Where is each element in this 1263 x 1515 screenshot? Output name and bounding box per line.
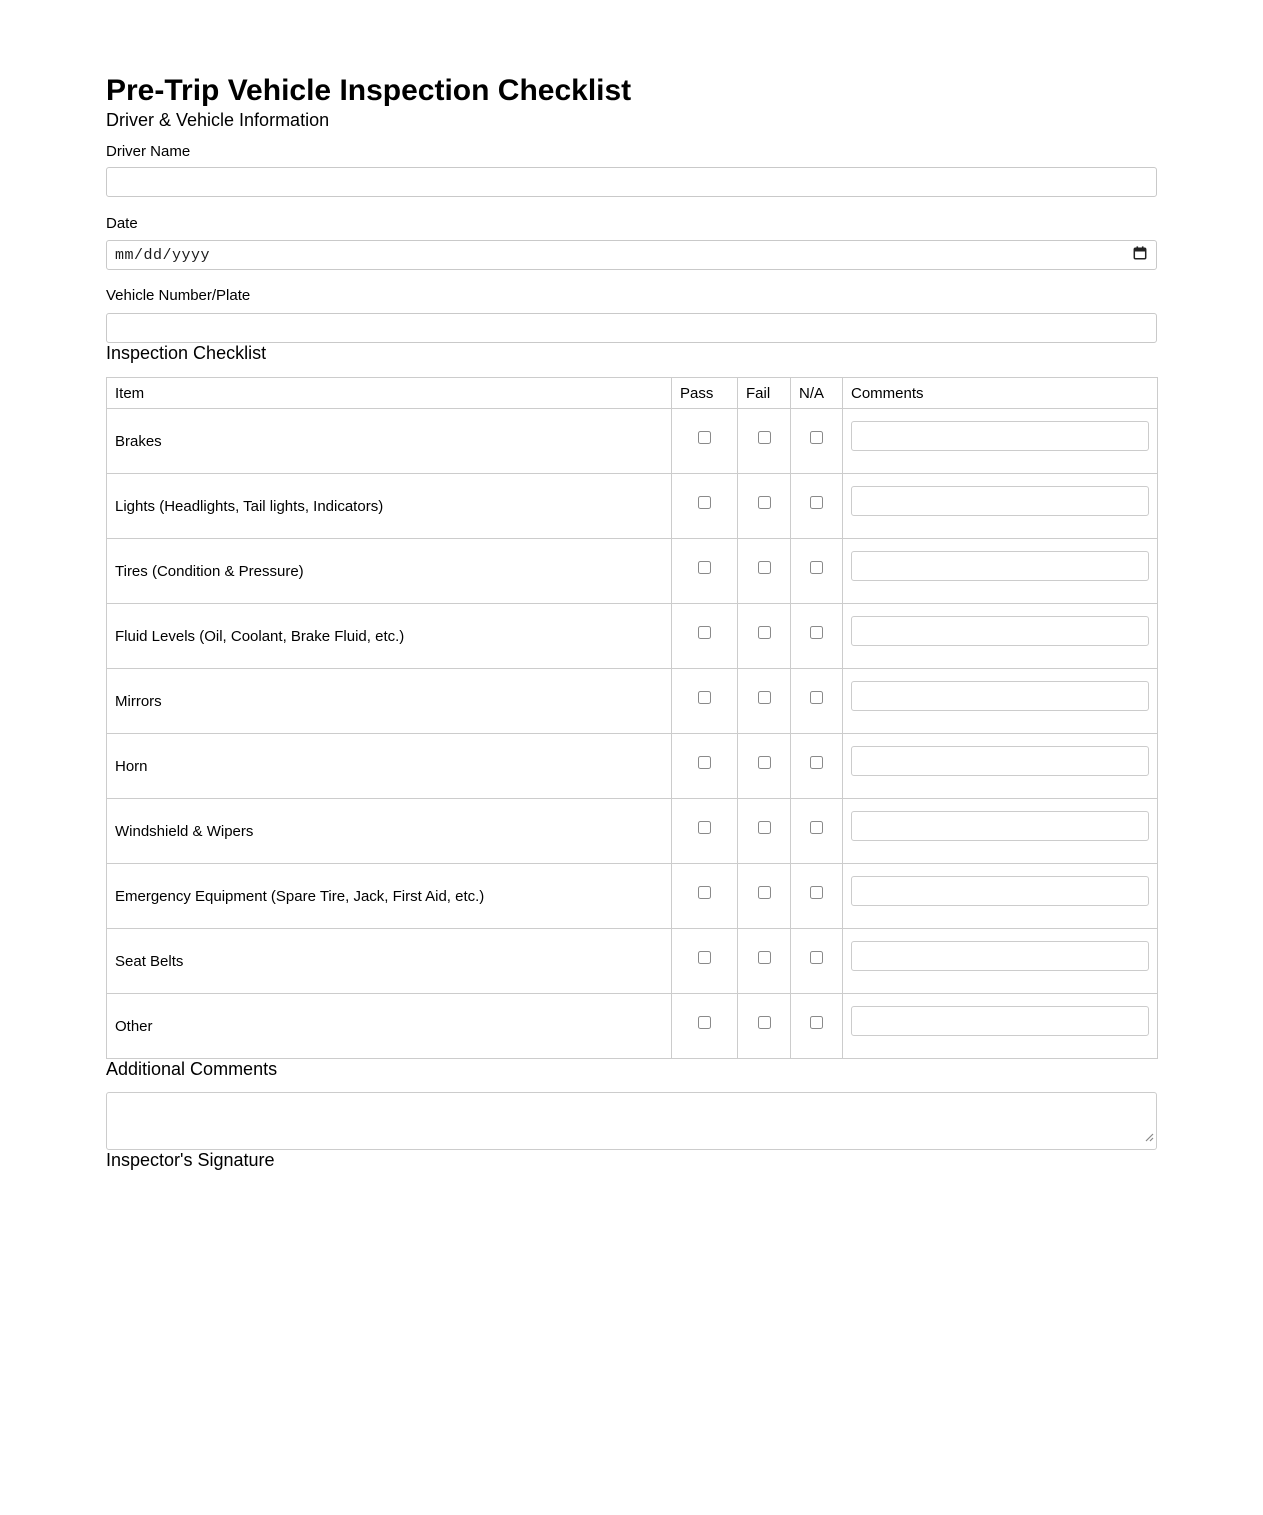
fail-checkbox[interactable] <box>758 496 771 509</box>
fail-checkbox[interactable] <box>758 431 771 444</box>
row-comment-input[interactable] <box>851 746 1149 776</box>
row-comment-input[interactable] <box>851 876 1149 906</box>
row-comment-input[interactable] <box>851 811 1149 841</box>
checklist-table-body <box>107 409 1158 1059</box>
column-header-fail: Fail <box>738 378 791 409</box>
checklist-table-header <box>107 378 1158 409</box>
na-checkbox[interactable] <box>810 821 823 834</box>
row-comment-input[interactable] <box>851 616 1149 646</box>
checklist-item-label: Mirrors <box>107 669 672 734</box>
checklist-item-label: Horn <box>107 734 672 799</box>
driver-name-input[interactable] <box>106 167 1157 197</box>
na-checkbox[interactable] <box>810 691 823 704</box>
additional-comments-textarea[interactable] <box>106 1092 1157 1150</box>
fail-checkbox[interactable] <box>758 756 771 769</box>
column-header-comments: Comments <box>843 378 1158 409</box>
row-comment-input[interactable] <box>851 551 1149 581</box>
pass-checkbox[interactable] <box>698 496 711 509</box>
checklist-item-label: Tires (Condition & Pressure) <box>107 539 672 604</box>
pass-checkbox[interactable] <box>698 821 711 834</box>
row-comment-input[interactable] <box>851 421 1149 451</box>
row-comment-input[interactable] <box>851 941 1149 971</box>
fail-checkbox[interactable] <box>758 886 771 899</box>
pass-checkbox[interactable] <box>698 431 711 444</box>
driver-name-label: Driver Name <box>106 143 191 160</box>
checklist-row <box>107 799 1158 864</box>
na-checkbox[interactable] <box>810 1016 823 1029</box>
fail-checkbox[interactable] <box>758 951 771 964</box>
column-header-na: N/A <box>791 378 843 409</box>
checklist-item-label: Windshield & Wipers <box>107 799 672 864</box>
checklist-item-label: Seat Belts <box>107 929 672 994</box>
row-comment-input[interactable] <box>851 1006 1149 1036</box>
fail-checkbox[interactable] <box>758 561 771 574</box>
na-checkbox[interactable] <box>810 626 823 639</box>
checklist-row <box>107 864 1158 929</box>
pass-checkbox[interactable] <box>698 561 711 574</box>
checklist-row <box>107 604 1158 669</box>
checklist-row <box>107 539 1158 604</box>
additional-comments-heading: Additional Comments <box>106 1059 278 1079</box>
pass-checkbox[interactable] <box>698 1016 711 1029</box>
checklist-row <box>107 929 1158 994</box>
checklist-item-label: Other <box>107 994 672 1059</box>
date-placeholder-text: mm/dd/yyyy <box>115 246 211 264</box>
column-header-item: Item <box>107 378 672 409</box>
checklist-item-label: Fluid Levels (Oil, Coolant, Brake Fluid, etc.) <box>107 604 672 669</box>
checklist-row <box>107 734 1158 799</box>
fail-checkbox[interactable] <box>758 691 771 704</box>
pass-checkbox[interactable] <box>698 951 711 964</box>
checklist-row <box>107 474 1158 539</box>
checklist-heading: Inspection Checklist <box>106 343 267 363</box>
row-comment-input[interactable] <box>851 486 1149 516</box>
pass-checkbox[interactable] <box>698 691 711 704</box>
pass-checkbox[interactable] <box>698 756 711 769</box>
vehicle-number-input[interactable] <box>106 313 1157 343</box>
na-checkbox[interactable] <box>810 561 823 574</box>
checklist-item-label: Brakes <box>107 409 672 474</box>
na-checkbox[interactable] <box>810 951 823 964</box>
page-title: Pre-Trip Vehicle Inspection Checklist <box>106 74 632 107</box>
inspector-signature-heading: Inspector's Signature <box>106 1150 275 1170</box>
date-input[interactable] <box>106 240 1157 270</box>
calendar-icon[interactable] <box>1132 245 1148 266</box>
column-header-pass: Pass <box>672 378 738 409</box>
additional-comments-wrap <box>106 1092 1157 1150</box>
date-label: Date <box>106 215 138 232</box>
form-content <box>106 72 1157 1171</box>
vehicle-number-label: Vehicle Number/Plate <box>106 287 251 304</box>
na-checkbox[interactable] <box>810 756 823 769</box>
pass-checkbox[interactable] <box>698 886 711 899</box>
fail-checkbox[interactable] <box>758 821 771 834</box>
row-comment-input[interactable] <box>851 681 1149 711</box>
checklist-item-label: Emergency Equipment (Spare Tire, Jack, First Aid, etc.) <box>107 864 672 929</box>
driver-info-heading: Driver & Vehicle Information <box>106 110 330 130</box>
na-checkbox[interactable] <box>810 431 823 444</box>
na-checkbox[interactable] <box>810 886 823 899</box>
fail-checkbox[interactable] <box>758 626 771 639</box>
checklist-row <box>107 409 1158 474</box>
fail-checkbox[interactable] <box>758 1016 771 1029</box>
na-checkbox[interactable] <box>810 496 823 509</box>
checklist-item-label: Lights (Headlights, Tail lights, Indicators) <box>107 474 672 539</box>
checklist-row <box>107 669 1158 734</box>
pass-checkbox[interactable] <box>698 626 711 639</box>
checklist-table <box>106 377 1158 1059</box>
checklist-row <box>107 994 1158 1059</box>
